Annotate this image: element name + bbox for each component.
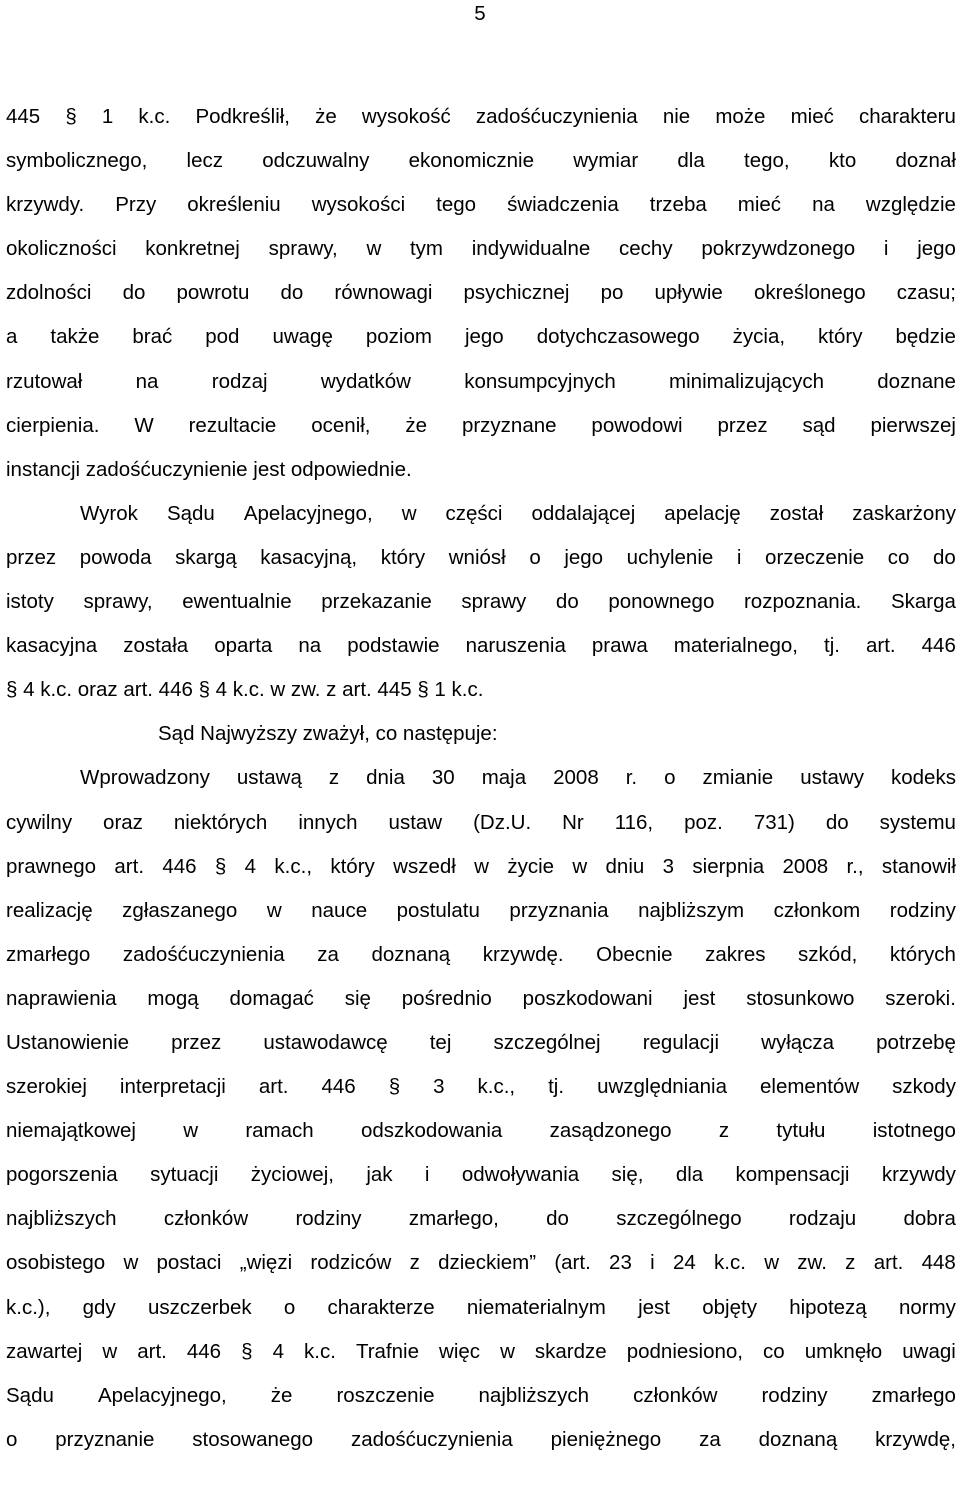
paragraph-2	[6, 492, 956, 712]
document-body	[6, 95, 956, 1462]
text-line: Sądu Apelacyjnego, że roszczenie najbliższych członków rodziny zmarłego	[6, 1383, 956, 1407]
text-line: k.c.), gdy uszczerbek o charakterze niematerialnym jest objęty hipotezą normy	[6, 1295, 956, 1319]
text-line: prawnego art. 446 § 4 k.c., który wszedł w życie w dniu 3 sierpnia 2008 r., stanowił	[6, 854, 956, 878]
text-line: a także brać pod uwagę poziom jego dotychczasowego życia, który będzie	[6, 325, 956, 349]
text-line: cywilny oraz niektórych innych ustaw (Dz.U. Nr 116, poz. 731) do systemu	[6, 810, 956, 834]
text-line: okoliczności konkretnej sprawy, w tym indywidualne cechy pokrzywdzonego i jego	[6, 237, 956, 261]
text-line: szerokiej interpretacji art. 446 § 3 k.c., tj. uwzględniania elementów szkody	[6, 1075, 956, 1099]
section-heading: Sąd Najwyższy zważył, co następuje:	[158, 722, 498, 746]
text-line: Wprowadzony ustawą z dnia 30 maja 2008 r. o zmianie ustawy kodeks	[80, 766, 956, 790]
text-line: cierpienia. W rezultacie ocenił, że przyznane powodowi przez sąd pierwszej	[6, 413, 956, 437]
text-line: realizację zgłaszanego w nauce postulatu przyznania najbliższym członkom rodziny	[6, 898, 956, 922]
text-line: 445 § 1 k.c. Podkreślił, że wysokość zadośćuczynienia nie może mieć charakteru	[6, 105, 956, 128]
text-line: o przyznanie stosowanego zadośćuczynienia pieniężnego za doznaną krzywdę,	[6, 1427, 956, 1451]
text-line: krzywdy. Przy określeniu wysokości tego świadczenia trzeba mieć na względzie	[6, 193, 956, 217]
text-line-last: § 4 k.c. oraz art. 446 § 4 k.c. w zw. z art. 445 § 1 k.c.	[6, 678, 484, 702]
text-line-last: instancji zadośćuczynienie jest odpowiednie.	[6, 457, 412, 481]
text-line: Ustanowienie przez ustawodawcę tej szczególnej regulacji wyłącza potrzebę	[6, 1030, 956, 1054]
text-line: osobistego w postaci „więzi rodziców z dzieckiem” (art. 23 i 24 k.c. w zw. z art. 448	[6, 1251, 956, 1275]
paragraph-1	[6, 95, 956, 492]
text-line: najbliższych członków rodziny zmarłego, do szczególnego rodzaju dobra	[6, 1207, 956, 1231]
text-line: kasacyjna została oparta na podstawie naruszenia prawa materialnego, tj. art. 446	[6, 634, 956, 658]
section-heading-wrap	[6, 712, 956, 756]
text-line: symbolicznego, lecz odczuwalny ekonomicznie wymiar dla tego, kto doznał	[6, 149, 956, 173]
text-line: pogorszenia sytuacji życiowej, jak i odwoływania się, dla kompensacji krzywdy	[6, 1163, 956, 1187]
text-line: przez powoda skargą kasacyjną, który wniósł o jego uchylenie i orzeczenie co do	[6, 545, 956, 569]
text-line: zmarłego zadośćuczynienia za doznaną krzywdę. Obecnie zakres szkód, których	[6, 942, 956, 966]
paragraph-3	[6, 756, 956, 1462]
text-line: zawartej w art. 446 § 4 k.c. Trafnie więc w skardze podniesiono, co umknęło uwagi	[6, 1339, 956, 1363]
text-line: zdolności do powrotu do równowagi psychicznej po upływie określonego czasu;	[6, 281, 956, 305]
text-line: Wyrok Sądu Apelacyjnego, w części oddalającej apelację został zaskarżony	[80, 501, 956, 525]
text-line: niemajątkowej w ramach odszkodowania zasądzonego z tytułu istotnego	[6, 1119, 956, 1143]
text-line: rzutował na rodzaj wydatków konsumpcyjnych minimalizujących doznane	[6, 369, 956, 393]
page-number: 5	[474, 2, 486, 25]
text-line: istoty sprawy, ewentualnie przekazanie sprawy do ponownego rozpoznania. Skarga	[6, 590, 956, 614]
text-line: naprawienia mogą domagać się pośrednio poszkodowani jest stosunkowo szeroki.	[6, 986, 956, 1010]
